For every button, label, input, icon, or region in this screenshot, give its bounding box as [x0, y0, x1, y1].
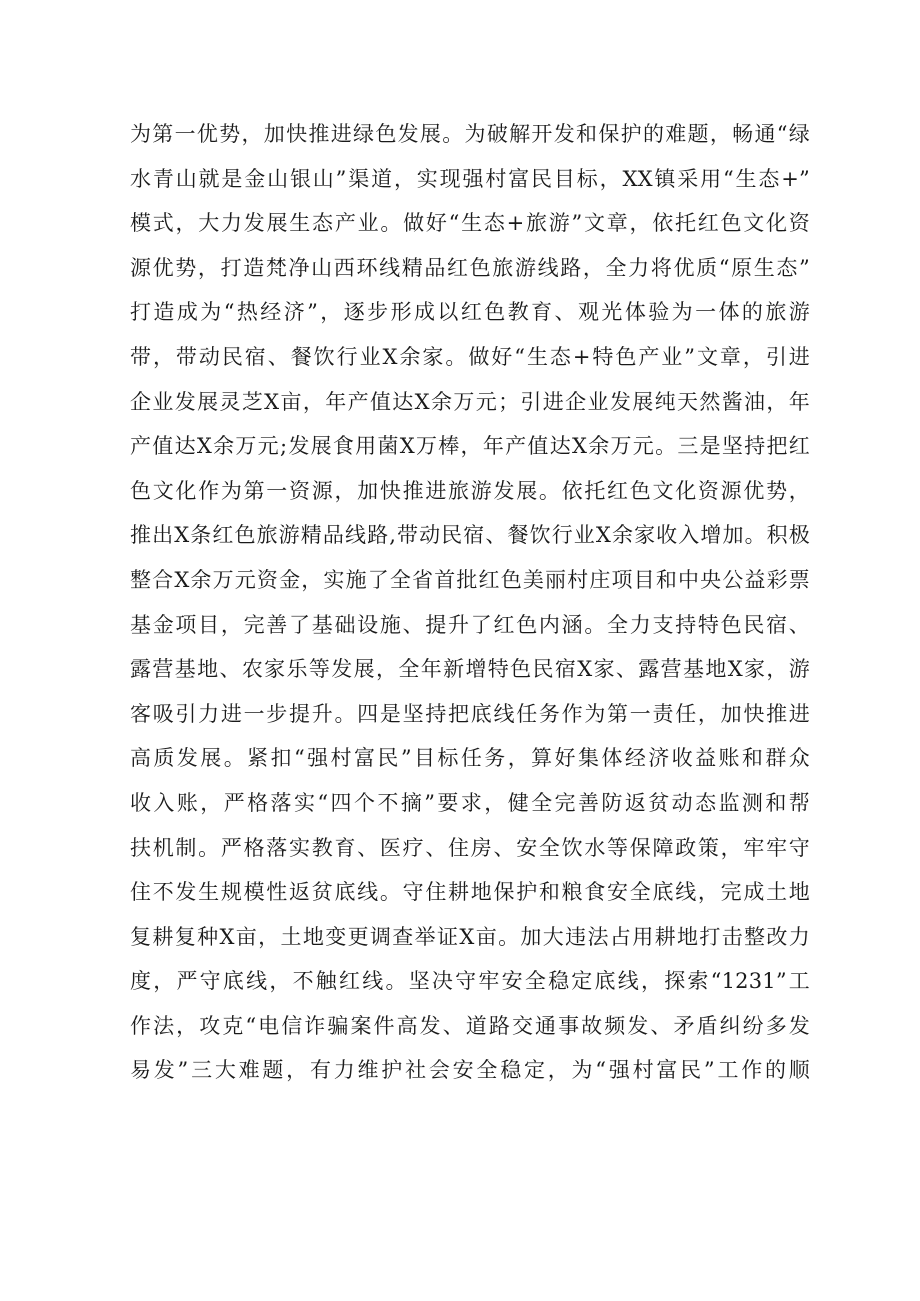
text-line-20: 度，严守底线，不触红线。坚决守牢安全稳定底线，探索“1231”工: [130, 969, 810, 994]
text-line-21: 作法，攻克“电信诈骗案件高发、道路交通事故频发、矛盾纠纷多发: [130, 1013, 810, 1038]
text-line-11: 整合X余万元资金，实施了全省首批红色美丽村庄项目和中央公益彩票: [130, 567, 810, 592]
text-line-19: 复耕复种X亩，土地变更调查举证X亩。加大违法占用耕地打击整改力: [130, 924, 810, 949]
text-line-4: 源优势，打造梵净山西环线精品红色旅游线路，全力将优质“原生态”: [130, 255, 810, 280]
text-line-10: 推出X条红色旅游精品线路,带动民宿、餐饮行业X余家收入增加。积极: [130, 523, 810, 548]
text-line-7: 企业发展灵芝X亩，年产值达X余万元；引进企业发展纯天然酱油，年: [130, 389, 810, 414]
text-line-1: 为第一优势，加快推进绿色发展。为破解开发和保护的难题，畅通“绿: [130, 122, 810, 146]
text-line-5: 打造成为“热经济”，逐步形成以红色教育、观光体验为一体的旅游: [130, 300, 810, 325]
text-line-14: 客吸引力进一步提升。四是坚持把底线任务作为第一责任，加快推进: [130, 701, 810, 726]
text-line-15: 高质发展。紧扣“强村富民”目标任务，算好集体经济收益账和群众: [130, 746, 810, 771]
text-line-16: 收入账，严格落实“四个不摘”要求，健全完善防返贫动态监测和帮: [130, 790, 810, 815]
text-line-12: 基金项目，完善了基础设施、提升了红色内涵。全力支持特色民宿、: [130, 612, 810, 637]
text-line-2: 水青山就是金山银山”渠道，实现强村富民目标，XX镇采用“生态+”: [130, 166, 810, 191]
body-paragraph: [130, 112, 810, 1093]
text-line-17: 扶机制。严格落实教育、医疗、住房、安全饮水等保障政策，牢牢守: [130, 835, 810, 860]
text-line-13: 露营基地、农家乐等发展，全年新增特色民宿X家、露营基地X家，游: [130, 657, 810, 682]
text-line-6: 带，带动民宿、餐饮行业X余家。做好“生态+特色产业”文章，引进: [130, 344, 810, 369]
text-line-8: 产值达X余万元;发展食用菌X万棒，年产值达X余万元。三是坚持把红: [130, 434, 810, 459]
text-line-3: 模式，大力发展生态产业。做好“生态+旅游”文章，依托红色文化资: [130, 211, 810, 236]
text-line-22: 易发”三大难题，有力维护社会安全稳定，为“强村富民”工作的顺: [130, 1058, 810, 1083]
text-line-9: 色文化作为第一资源，加快推进旅游发展。依托红色文化资源优势，: [130, 478, 810, 503]
text-line-18: 住不发生规模性返贫底线。守住耕地保护和粮食安全底线，完成土地: [130, 880, 810, 905]
